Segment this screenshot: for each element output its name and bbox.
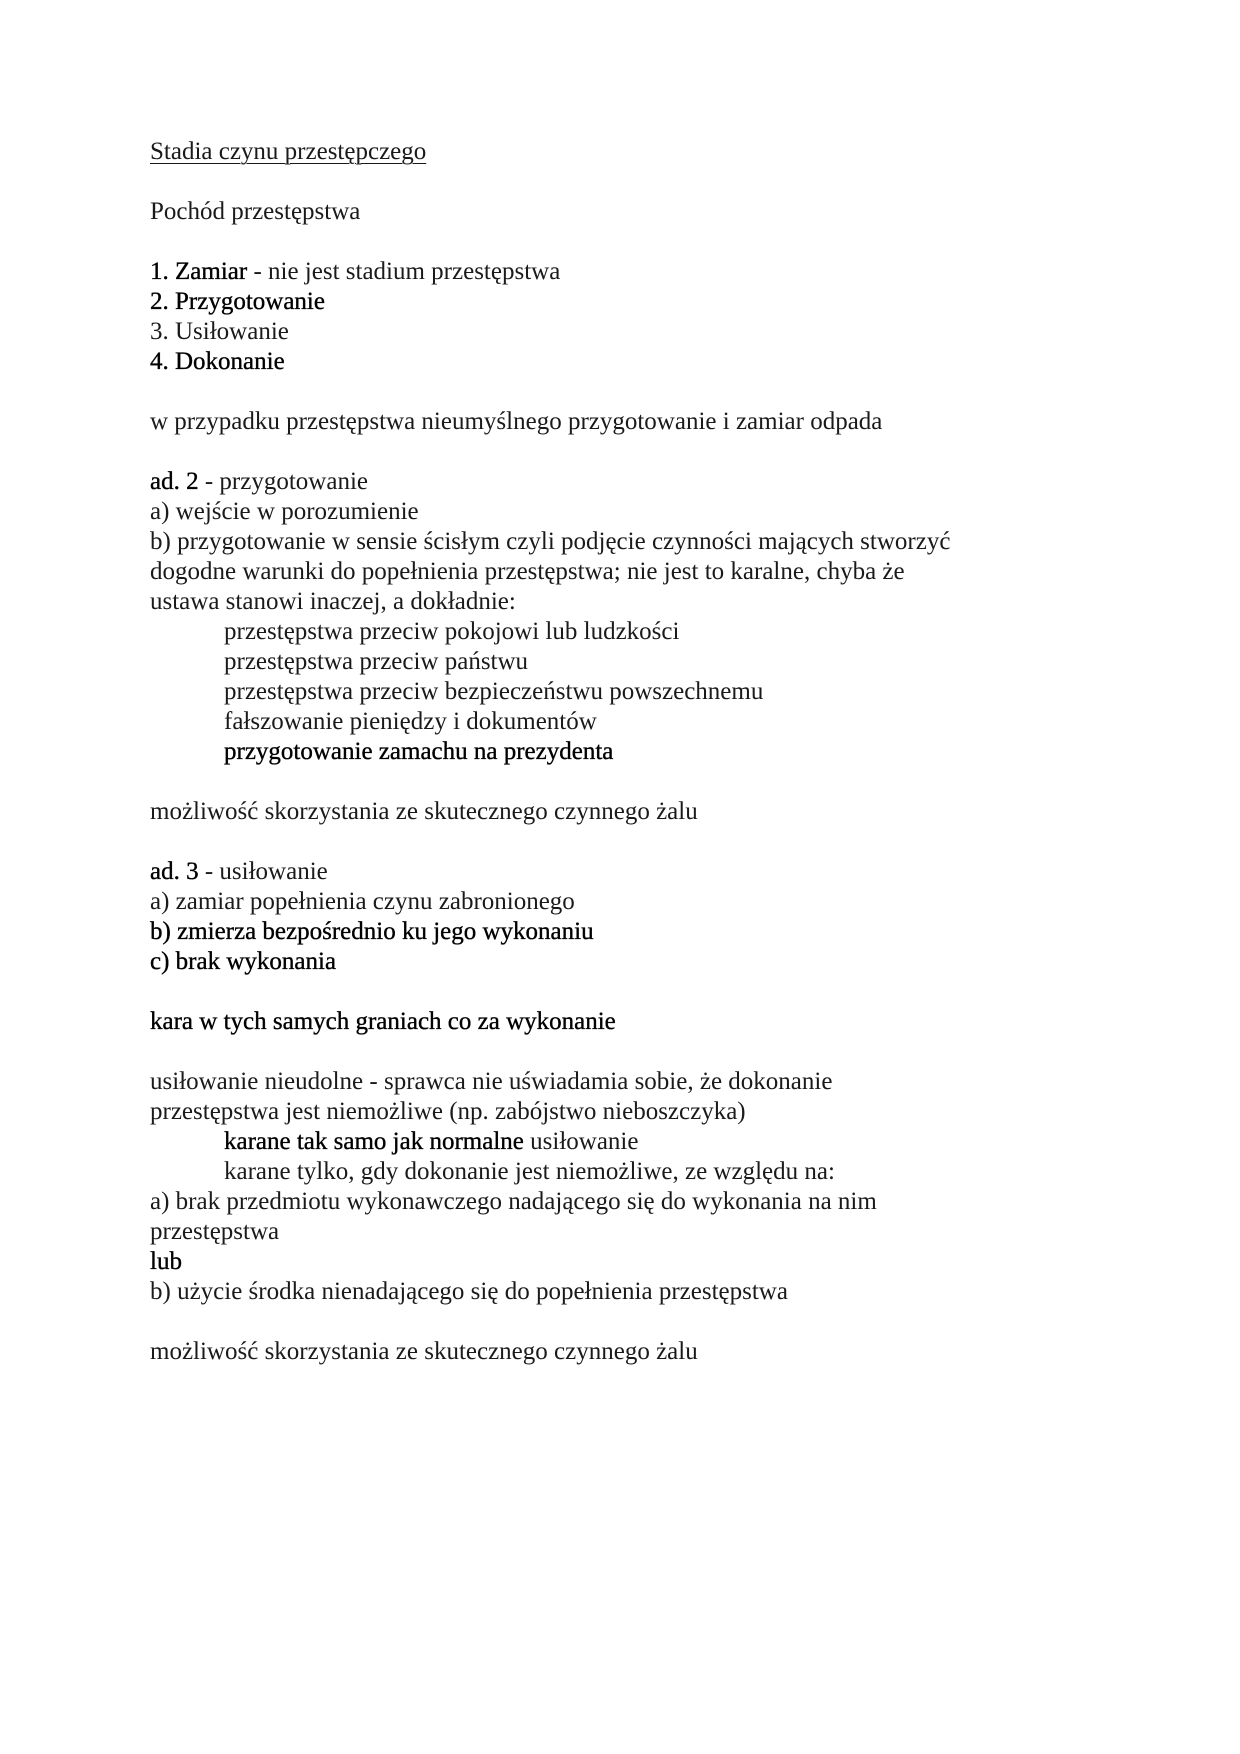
stage-1 xyxy=(150,255,560,288)
inept-remorse-note: możliwość skorzystania ze skutecznego czynnego żalu xyxy=(150,1338,698,1365)
inept-point-a-line2: przestępstwa xyxy=(150,1218,280,1245)
inept-punished-same-rest: usiłowanie xyxy=(523,1128,639,1155)
inept-point-b: b) użycie środka nienadającego się do popełnienia przestępstwa xyxy=(150,1278,788,1305)
ad3-penalty: kara w tych samych graniach co za wykonanie xyxy=(150,1008,616,1035)
ad2-list-item: przestępstwa przeciw pokojowi lub ludzkości xyxy=(224,618,680,645)
inept-punished-same xyxy=(224,1125,638,1158)
ad2-point-b-line3: ustawa stanowi inaczej, a dokładnie: xyxy=(150,588,516,615)
document-subtitle: Pochód przestępstwa xyxy=(150,198,361,225)
document-title: Stadia czynu przestępczego xyxy=(150,138,427,165)
ad3-heading-rest: - usiłowanie xyxy=(198,858,328,885)
ad2-heading-rest: - przygotowanie xyxy=(198,468,368,495)
ad2-list-item: przygotowanie zamachu na prezydenta xyxy=(224,738,614,765)
stage-1-rest: - nie jest stadium przestępstwa xyxy=(247,258,561,285)
inept-or: lub xyxy=(150,1248,182,1275)
ad2-remorse-note: możliwość skorzystania ze skutecznego czynnego żalu xyxy=(150,798,698,825)
inept-line1: usiłowanie nieudolne - sprawca nie uświadamia sobie, że dokonanie xyxy=(150,1068,833,1095)
ad3-point-c: c) brak wykonania xyxy=(150,948,337,975)
ad2-list-item: przestępstwa przeciw państwu xyxy=(224,648,529,675)
ad2-list-item: fałszowanie pieniędzy i dokumentów xyxy=(224,708,597,735)
inept-point-a-line1: a) brak przedmiotu wykonawczego nadającego się do wykonania na nim xyxy=(150,1188,877,1215)
ad3-point-a: a) zamiar popełnienia czynu zabronionego xyxy=(150,888,575,915)
inept-line2: przestępstwa jest niemożliwe (np. zabójstwo nieboszczyka) xyxy=(150,1098,746,1125)
stage-2: 2. Przygotowanie xyxy=(150,288,325,315)
inept-punished-only: karane tylko, gdy dokonanie jest niemożliwe, ze względu na: xyxy=(224,1158,835,1185)
ad2-heading-term: ad. 2 xyxy=(150,468,199,495)
stage-3: 3. Usiłowanie xyxy=(150,318,289,345)
stage-1-term: 1. Zamiar xyxy=(150,258,248,285)
ad2-list-item: przestępstwa przeciw bezpieczeństwu powszechnemu xyxy=(224,678,764,705)
ad2-point-b-line1: b) przygotowanie w sensie ścisłym czyli podjęcie czynności mających stworzyć xyxy=(150,528,951,555)
ad2-point-a: a) wejście w porozumienie xyxy=(150,498,419,525)
inept-punished-same-term: karane tak samo jak normalne xyxy=(224,1128,524,1155)
ad3-point-b: b) zmierza bezpośrednio ku jego wykonaniu xyxy=(150,918,594,945)
stage-4: 4. Dokonanie xyxy=(150,348,285,375)
ad2-point-b-line2: dogodne warunki do popełnienia przestępstwa; nie jest to karalne, chyba że xyxy=(150,558,905,585)
ad3-heading xyxy=(150,855,328,888)
ad2-heading xyxy=(150,465,368,498)
ad3-heading-term: ad. 3 xyxy=(150,858,199,885)
note-unintentional: w przypadku przestępstwa nieumyślnego przygotowanie i zamiar odpada xyxy=(150,408,883,435)
